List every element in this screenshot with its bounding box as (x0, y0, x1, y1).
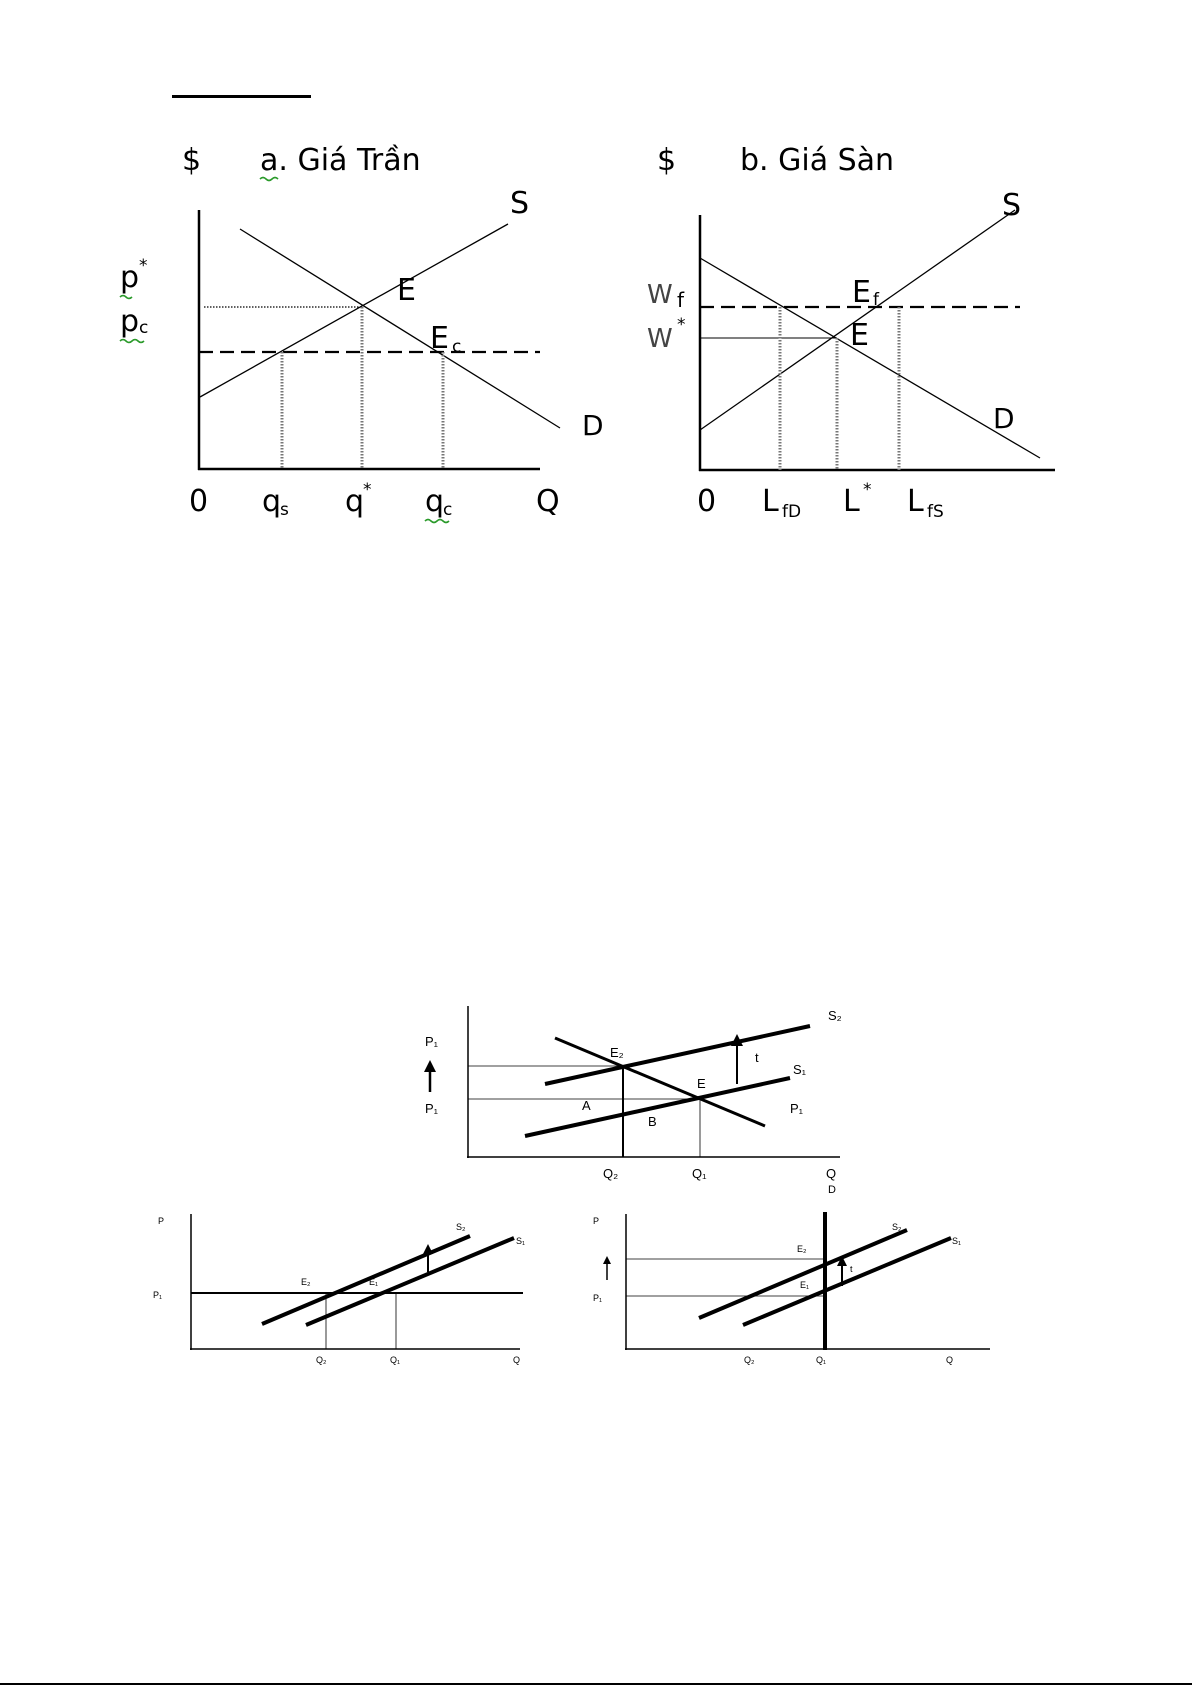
equilibrium-label: E (850, 318, 869, 353)
lfd-sub: fD (782, 502, 802, 522)
s1-curve (525, 1078, 790, 1136)
p-c-label: p (120, 304, 140, 339)
s1-curve (743, 1238, 951, 1325)
price-floor-diagram (645, 135, 1055, 525)
supply-label: S (1002, 188, 1022, 223)
e1-label: E₁ (800, 1280, 810, 1290)
p-axis-label: P (593, 1216, 600, 1226)
q2-label: Q₂ (316, 1355, 327, 1365)
q-star-mark: * (363, 480, 372, 500)
q-label: Q (946, 1355, 954, 1365)
wf-label: W (647, 280, 673, 310)
origin-label: 0 (697, 484, 717, 519)
w-star-mark: * (677, 315, 686, 335)
qc-label: q (425, 484, 445, 519)
s1-label: S₁ (516, 1236, 526, 1246)
heading-underline (172, 95, 311, 98)
supply-label: S (510, 186, 530, 221)
s1-label: S₁ (793, 1062, 807, 1077)
q-axis-label: Q (536, 484, 560, 519)
origin-label: 0 (189, 484, 209, 519)
e2-label: E₂ (610, 1045, 624, 1060)
elastic-demand-diagram (140, 1200, 560, 1370)
s2-curve (262, 1236, 470, 1324)
p-axis-label: P (158, 1216, 165, 1226)
floor-equilibrium-label: E (852, 275, 871, 310)
currency-label: $ (657, 143, 677, 178)
currency-label: $ (182, 143, 202, 178)
area-a-label: A (582, 1098, 591, 1113)
ceiling-equilibrium-sub: c (452, 337, 462, 357)
price-up-arrow-head (603, 1256, 611, 1264)
lfd-label: L (762, 484, 779, 519)
demand-label: P₁ (790, 1101, 804, 1116)
diagram-title: b. Giá Sàn (740, 143, 895, 178)
l-star-label: L (843, 484, 860, 519)
diagram-title: a. Giá Trần (260, 143, 421, 178)
wf-sub: f (677, 288, 685, 312)
price-ceiling-diagram (100, 135, 604, 525)
p-c-sub: c (139, 318, 149, 338)
tax-incidence-diagram (410, 998, 860, 1198)
s1-curve (306, 1238, 514, 1325)
lfs-label: L (907, 484, 924, 519)
tax-label: t (850, 1264, 853, 1274)
price-up-arrow-head (424, 1060, 436, 1072)
e1-label: E₁ (369, 1277, 379, 1287)
lfs-sub: fS (927, 502, 944, 522)
equilibrium-label: E (397, 273, 416, 308)
w-star-label: W (647, 324, 673, 354)
demand-label: D (582, 409, 604, 442)
p1-label: P₁ (593, 1293, 603, 1303)
s2-label: S₂ (828, 1008, 842, 1023)
q2-label: Q₂ (603, 1166, 619, 1181)
d-label: D (828, 1184, 836, 1196)
demand-label: D (993, 402, 1015, 435)
q1-label: Q₁ (692, 1166, 707, 1181)
s2-label: S₂ (892, 1222, 902, 1232)
e2-label: E₂ (301, 1277, 311, 1287)
floor-equilibrium-sub: f (873, 290, 879, 310)
s2-label: S₂ (456, 1222, 466, 1232)
e-label: E (697, 1076, 706, 1091)
p-bottom-label: P₁ (425, 1101, 439, 1116)
e2-label: E₂ (797, 1244, 807, 1254)
ceiling-equilibrium-label: E (430, 321, 449, 356)
p1-label: P₁ (153, 1290, 163, 1300)
area-b-label: B (648, 1114, 657, 1129)
q1-label: Q₁ (390, 1355, 401, 1365)
q-label: Q (826, 1166, 837, 1181)
s2-curve (545, 1026, 810, 1084)
p-star-label: p (120, 260, 140, 295)
q-star-label: q (345, 484, 365, 519)
tax-arrow-head (423, 1244, 433, 1254)
q2-label: Q₂ (744, 1355, 755, 1365)
inelastic-demand-diagram (580, 1200, 1000, 1370)
p-star-mark: * (139, 256, 148, 276)
l-star-mark: * (863, 480, 872, 500)
qs-label: q (262, 484, 282, 519)
s1-label: S₁ (952, 1236, 962, 1246)
qc-sub: c (443, 500, 453, 520)
qs-sub: s (280, 500, 289, 520)
q-label: Q (513, 1355, 521, 1365)
tax-label: t (755, 1050, 759, 1065)
q1-label: Q₁ (816, 1355, 827, 1365)
p-top-label: P₁ (425, 1034, 439, 1049)
